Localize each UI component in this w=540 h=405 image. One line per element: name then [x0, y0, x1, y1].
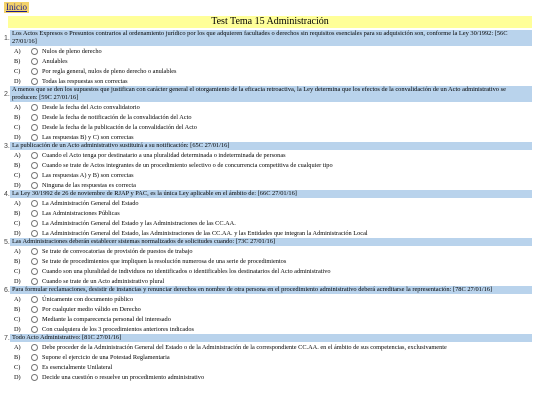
answer-option[interactable] [14, 294, 534, 304]
answer-option[interactable] [14, 266, 534, 276]
answer-option[interactable] [14, 362, 534, 372]
question-list [0, 30, 540, 382]
radio-button[interactable] [31, 316, 38, 323]
radio-button[interactable] [31, 172, 38, 179]
option-label: Con cualquiera de los 3 procedimientos anteriores indicados [42, 325, 194, 333]
option-label: Las respuestas B) y C) son correctas [42, 133, 134, 141]
option-letter: D) [14, 325, 21, 333]
radio-button[interactable] [31, 210, 38, 217]
answer-option[interactable] [14, 102, 534, 112]
option-label: Cuando son una pluralidad de individuos no identificados o identificables los destinatarios del Acto administrativo [42, 267, 331, 275]
radio-button[interactable] [31, 220, 38, 227]
page-title: Test Tema 15 Administración [8, 16, 532, 28]
answer-option[interactable] [14, 46, 534, 56]
answer-option[interactable] [14, 132, 534, 142]
answer-option[interactable] [14, 256, 534, 266]
answer-option[interactable] [14, 170, 534, 180]
option-label: Se trate de procedimientos que impliquen la resolución numerosa de una serie de procedimientos [42, 257, 287, 265]
answer-option[interactable] [14, 314, 534, 324]
answer-option[interactable] [14, 208, 534, 218]
option-letter: A) [14, 343, 21, 351]
option-label: La Administración General del Estado y las Administraciones de las CC.AA. [42, 219, 236, 227]
question-number: 6. [4, 287, 10, 294]
question-text: La publicación de un Acto administrativo sustituirá a su notificación: [65C 27/01/16] [10, 142, 532, 150]
option-letter: B) [14, 305, 21, 313]
option-letter: A) [14, 247, 21, 255]
question-number: 1. [4, 35, 10, 42]
option-letter: A) [14, 199, 21, 207]
option-label: Supone el ejercicio de una Potestad Reglamentaria [42, 353, 170, 361]
option-label: La Administración General del Estado, las Administraciones de las CC.AA. y las Entidades que integran la Administración Local [42, 229, 368, 237]
question-block [0, 190, 540, 238]
option-letter: B) [14, 257, 21, 265]
answer-option[interactable] [14, 112, 534, 122]
option-letter: B) [14, 113, 21, 121]
radio-button[interactable] [31, 114, 38, 121]
option-letter: A) [14, 103, 21, 111]
option-label: Desde la fecha de la publicación de la convalidación del Acto [42, 123, 197, 131]
radio-button[interactable] [31, 344, 38, 351]
answer-option[interactable] [14, 342, 534, 352]
question-number: 5. [4, 239, 10, 246]
radio-button[interactable] [31, 124, 38, 131]
option-letter: C) [14, 67, 21, 75]
question-block [0, 238, 540, 286]
answer-option[interactable] [14, 76, 534, 86]
option-letter: C) [14, 267, 21, 275]
answer-option[interactable] [14, 122, 534, 132]
question-text: Para formular reclamaciones, desistir de instancias y renunciar derechos en nombre de otra persona en el procedimiento administrativo deberá acreditarse la representación: [78C 27/01/16] [10, 286, 532, 294]
radio-button[interactable] [31, 104, 38, 111]
radio-button[interactable] [31, 182, 38, 189]
option-letter: C) [14, 171, 21, 179]
question-number: 4. [4, 191, 10, 198]
option-label: Desde la fecha del Acto convalidatorio [42, 103, 140, 111]
answer-option[interactable] [14, 198, 534, 208]
option-letter: B) [14, 57, 21, 65]
option-letter: D) [14, 277, 21, 285]
radio-button[interactable] [31, 374, 38, 381]
option-label: Cuando se trate de un Acto administrativo plural [42, 277, 165, 285]
question-block [0, 86, 540, 142]
option-label: Cuando el Acto tenga por destinatario a una pluralidad determinada o indeterminada de personas [42, 151, 286, 159]
option-label: Anulables [42, 57, 68, 65]
option-letter: D) [14, 77, 21, 85]
answer-option[interactable] [14, 180, 534, 190]
option-label: Ninguna de las respuestas es correcta [42, 181, 136, 189]
option-label: Mediante la comparecencia personal del interesado [42, 315, 171, 323]
answer-option[interactable] [14, 150, 534, 160]
answer-option[interactable] [14, 276, 534, 286]
answer-option[interactable] [14, 246, 534, 256]
radio-button[interactable] [31, 296, 38, 303]
answer-option[interactable] [14, 228, 534, 238]
option-letter: C) [14, 123, 21, 131]
option-letter: D) [14, 229, 21, 237]
option-letter: A) [14, 151, 21, 159]
radio-button[interactable] [31, 200, 38, 207]
radio-button[interactable] [31, 48, 38, 55]
option-label: Nulos de pleno derecho [42, 47, 102, 55]
radio-button[interactable] [31, 354, 38, 361]
radio-button[interactable] [31, 258, 38, 265]
answer-option[interactable] [14, 304, 534, 314]
option-label: Se trate de convocatorias de provisión de puestos de trabajo [42, 247, 193, 255]
radio-button[interactable] [31, 306, 38, 313]
radio-button[interactable] [31, 78, 38, 85]
option-letter: A) [14, 47, 21, 55]
option-label: Las respuestas A) y B) son correctas [42, 171, 134, 179]
radio-button[interactable] [31, 364, 38, 371]
option-label: Todas las respuestas son correctas [42, 77, 128, 85]
option-letter: D) [14, 373, 21, 381]
radio-button[interactable] [31, 268, 38, 275]
option-label: Las Administraciones Públicas [42, 209, 120, 217]
question-block [0, 286, 540, 334]
radio-button[interactable] [31, 326, 38, 333]
question-block [0, 30, 540, 86]
option-letter: C) [14, 363, 21, 371]
radio-button[interactable] [31, 134, 38, 141]
option-label: Por regla general, nulos de pleno derecho o anulables [42, 67, 177, 75]
answer-option[interactable] [14, 372, 534, 382]
option-label: Por cualquier medio válido en Derecho [42, 305, 141, 313]
question-text: La Ley 30/1992 de 26 de noviembre de RJAP y PAC, es la única Ley aplicable en el ámbito de: [66C 27/01/16] [10, 190, 532, 198]
option-label: Debe proceder de la Administración General del Estado o de la Administración de la correspondiente CC.AA. en el ámbito de sus competencias, exclusivamente [42, 343, 447, 351]
option-label: Únicamente con documento público [42, 295, 134, 303]
question-number: 7. [4, 335, 10, 342]
answer-option[interactable] [14, 56, 534, 66]
answer-option[interactable] [14, 324, 534, 334]
answer-option[interactable] [14, 218, 534, 228]
option-letter: C) [14, 315, 21, 323]
option-letter: D) [14, 133, 21, 141]
option-letter: A) [14, 295, 21, 303]
answer-option[interactable] [14, 160, 534, 170]
option-label: Es esencialmente Unilateral [42, 363, 113, 371]
question-block [0, 334, 540, 382]
radio-button[interactable] [31, 162, 38, 169]
question-text: A menos que se den los supuestos que justifican con carácter general el otorgamiento de la eficacia retroactiva, la Ley determina que los efectos de la convalidación de un Acto administrativo se producen: [59C 27/01/16] [10, 86, 532, 102]
radio-button[interactable] [31, 68, 38, 75]
question-text: Los Actos Expresos o Presuntos contrarios al ordenamiento jurídico por los que adquieren facultades o derechos sin requisitos esenciales para su adquisición son, conforme la Ley 30/1992: [56C 27/01/16] [10, 30, 532, 46]
option-label: Cuando se trate de Actos integrantes de un procedimiento selectivo o de concurrencia competitiva de cualquier tipo [42, 161, 333, 169]
answer-option[interactable] [14, 352, 534, 362]
option-label: Decide una cuestión o resuelve un procedimiento administrativo [42, 373, 205, 381]
question-text: Todo Acto Administrativo: [81C 27/01/16] [10, 334, 532, 342]
radio-button[interactable] [31, 230, 38, 237]
answer-option[interactable] [14, 66, 534, 76]
question-number: 3. [4, 143, 10, 150]
radio-button[interactable] [31, 278, 38, 285]
radio-button[interactable] [31, 152, 38, 159]
option-letter: C) [14, 219, 21, 227]
radio-button[interactable] [31, 248, 38, 255]
option-letter: B) [14, 353, 21, 361]
radio-button[interactable] [31, 58, 38, 65]
option-label: La Administración General del Estado [42, 199, 139, 207]
option-letter: B) [14, 161, 21, 169]
home-link[interactable]: Inicio [6, 2, 27, 12]
option-letter: B) [14, 209, 21, 217]
question-block [0, 142, 540, 190]
question-text: Las Administraciones deberán establecer sistemas normalizados de solicitudes cuando: [73C 27/01/16] [10, 238, 532, 246]
option-letter: D) [14, 181, 21, 189]
option-label: Desde la fecha de notificación de la convalidación del Acto [42, 113, 192, 121]
question-number: 2. [4, 91, 10, 98]
